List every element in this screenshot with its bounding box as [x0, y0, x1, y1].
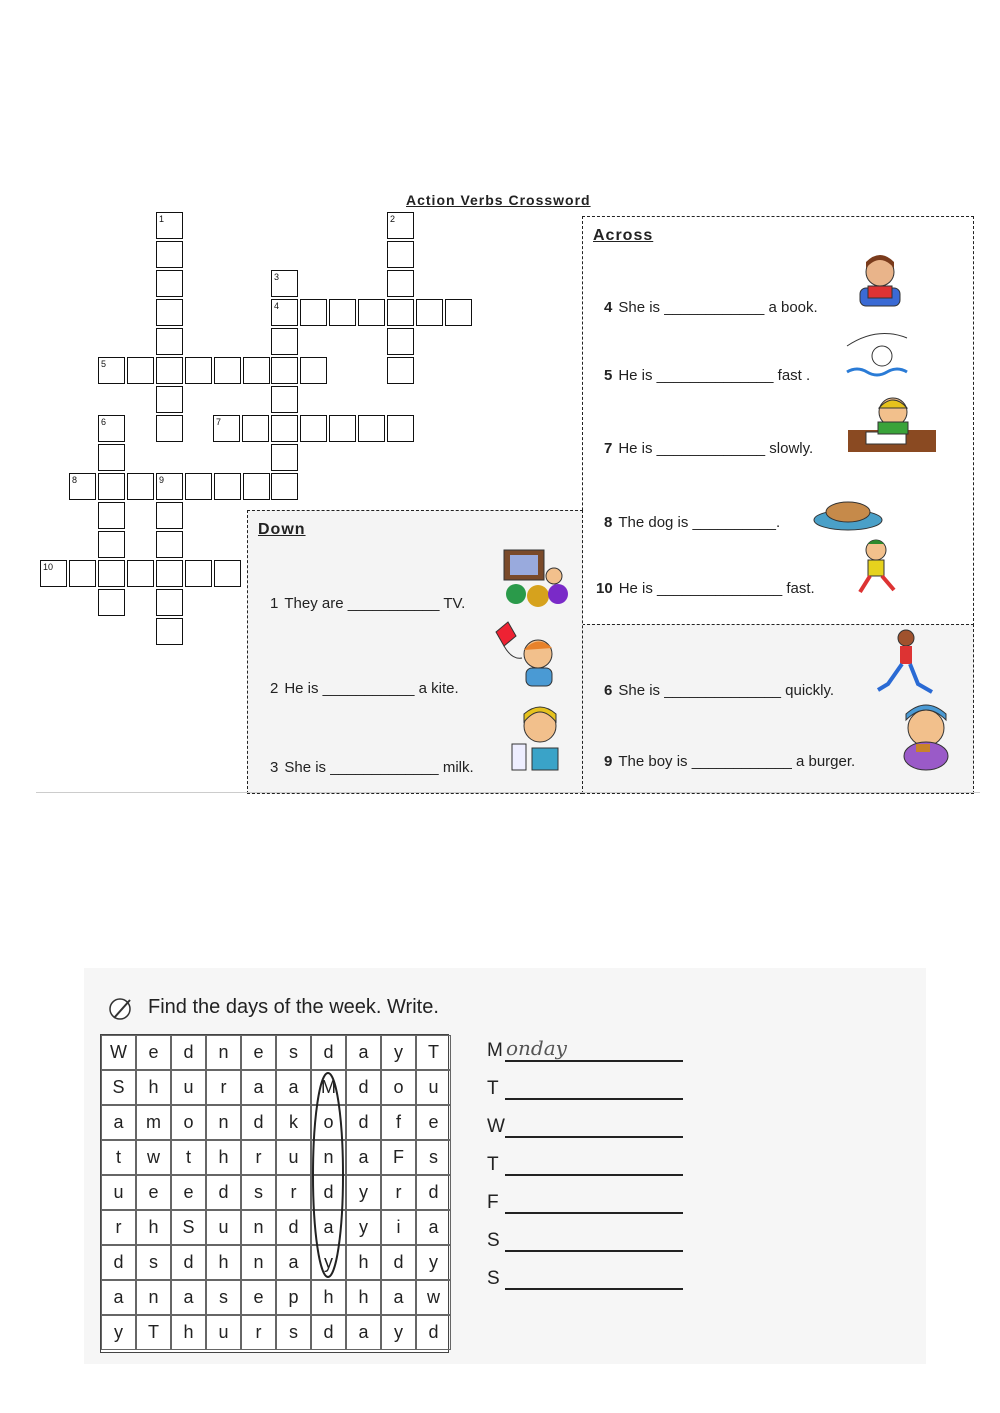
crossword-cell[interactable] — [156, 241, 183, 268]
wordsearch-cell[interactable]: d — [311, 1315, 346, 1350]
wordsearch-cell[interactable]: M — [311, 1070, 346, 1105]
wordsearch-cell[interactable]: h — [206, 1140, 241, 1175]
boy-flying-kite-icon — [488, 620, 568, 698]
wordsearch-cell[interactable]: u — [206, 1315, 241, 1350]
crossword-cell[interactable] — [98, 560, 125, 587]
wordsearch-cell[interactable]: a — [276, 1245, 311, 1280]
wordsearch-cell[interactable]: i — [381, 1210, 416, 1245]
crossword-cell[interactable] — [127, 357, 154, 384]
wordsearch-cell[interactable]: F — [381, 1140, 416, 1175]
crossword-cell[interactable] — [156, 299, 183, 326]
answer-initial: S — [487, 1230, 500, 1251]
wordsearch-cell[interactable]: d — [346, 1070, 381, 1105]
crossword-cell[interactable] — [243, 357, 270, 384]
wordsearch-cell[interactable]: a — [346, 1315, 381, 1350]
answer-line[interactable] — [505, 1250, 683, 1252]
wordsearch-cell[interactable]: h — [136, 1210, 171, 1245]
wordsearch-cell[interactable]: d — [311, 1175, 346, 1210]
answer-initial: S — [487, 1268, 500, 1289]
wordsearch-cell[interactable]: y — [416, 1245, 451, 1280]
wordsearch-cell[interactable]: u — [416, 1070, 451, 1105]
crossword-cell[interactable] — [387, 328, 414, 355]
crossword-cell[interactable] — [127, 473, 154, 500]
crossword-cell[interactable] — [329, 299, 356, 326]
wordsearch-cell[interactable]: u — [206, 1210, 241, 1245]
wordsearch-grid — [100, 1034, 449, 1353]
crossword-cell[interactable] — [156, 531, 183, 558]
sleeping-dog-icon — [810, 488, 886, 532]
wordsearch-cell[interactable]: y — [346, 1210, 381, 1245]
crossword-cell[interactable] — [98, 473, 125, 500]
crossword-cell[interactable] — [156, 560, 183, 587]
crossword-cell[interactable] — [69, 560, 96, 587]
wordsearch-cell[interactable]: T — [136, 1315, 171, 1350]
answer-initial: M — [487, 1040, 503, 1061]
crossword-number: 10 — [43, 562, 54, 572]
wordsearch-cell[interactable]: u — [101, 1175, 136, 1210]
answer-line[interactable] — [505, 1136, 683, 1138]
wordsearch-cell[interactable]: h — [171, 1315, 206, 1350]
crossword-number: 4 — [274, 301, 280, 311]
crossword-cell[interactable] — [300, 415, 327, 442]
crossword-cell[interactable] — [156, 618, 183, 645]
wordsearch-cell[interactable]: W — [101, 1035, 136, 1070]
crossword-cell[interactable] — [214, 560, 241, 587]
reading-girl-icon — [850, 252, 910, 312]
wordsearch-cell[interactable]: n — [206, 1105, 241, 1140]
crossword-cell[interactable] — [185, 560, 212, 587]
wordsearch-cell[interactable]: y — [381, 1035, 416, 1070]
wordsearch-cell[interactable]: d — [416, 1315, 451, 1350]
crossword-cell[interactable] — [271, 473, 298, 500]
wordsearch-cell[interactable]: d — [311, 1035, 346, 1070]
crossword-cell[interactable] — [242, 415, 269, 442]
clue-down-2: 2 He is ___________ a kite. — [270, 680, 459, 697]
crossword-cell[interactable] — [271, 444, 298, 471]
crossword-cell[interactable] — [98, 531, 125, 558]
wordsearch-cell[interactable]: t — [101, 1140, 136, 1175]
swimmer-icon — [842, 326, 912, 384]
wordsearch-cell[interactable]: h — [206, 1245, 241, 1280]
clue-across-5: 5 He is ______________ fast . — [604, 367, 811, 384]
wordsearch-cell[interactable]: e — [136, 1175, 171, 1210]
wordsearch-cell[interactable]: w — [136, 1140, 171, 1175]
wordsearch-cell[interactable]: e — [241, 1280, 276, 1315]
answer-initial: W — [487, 1116, 505, 1137]
wordsearch-cell[interactable]: S — [101, 1070, 136, 1105]
answer-line[interactable] — [505, 1060, 683, 1062]
crossword-number: 9 — [159, 475, 165, 485]
wordsearch-cell[interactable]: o — [171, 1105, 206, 1140]
crossword-cell[interactable] — [127, 560, 154, 587]
crossword-cell[interactable] — [329, 415, 356, 442]
clue-6: 6 She is ______________ quickly. — [604, 682, 835, 699]
wordsearch-cell[interactable]: s — [136, 1245, 171, 1280]
boy-eating-burger-icon — [894, 702, 958, 772]
clue-down-1: 1 They are ___________ TV. — [270, 595, 466, 612]
wordsearch-cell[interactable]: r — [381, 1175, 416, 1210]
wordsearch-cell[interactable]: d — [171, 1035, 206, 1070]
wordsearch-cell[interactable]: t — [171, 1140, 206, 1175]
wordsearch-cell[interactable]: e — [136, 1035, 171, 1070]
wordsearch-cell[interactable]: d — [206, 1175, 241, 1210]
family-watching-tv-icon — [498, 546, 574, 610]
wordsearch-cell[interactable]: y — [346, 1175, 381, 1210]
crossword-cell[interactable] — [387, 357, 414, 384]
wordsearch-cell[interactable]: n — [136, 1280, 171, 1315]
wordsearch-cell[interactable]: s — [416, 1140, 451, 1175]
wordsearch-cell[interactable]: d — [346, 1105, 381, 1140]
answer-line[interactable] — [505, 1174, 683, 1176]
answer-handwriting: onday — [506, 1036, 567, 1060]
wordsearch-cell[interactable]: m — [136, 1105, 171, 1140]
wordsearch-cell[interactable]: y — [311, 1245, 346, 1280]
wordsearch-cell[interactable]: S — [171, 1210, 206, 1245]
wordsearch-cell[interactable]: s — [276, 1035, 311, 1070]
wordsearch-cell[interactable]: o — [311, 1105, 346, 1140]
wordsearch-cell[interactable]: s — [276, 1315, 311, 1350]
wordsearch-cell[interactable]: d — [171, 1245, 206, 1280]
crossword-cell[interactable] — [416, 299, 443, 326]
wordsearch-cell[interactable]: T — [416, 1035, 451, 1070]
crossword-number: 2 — [390, 214, 396, 224]
section-divider — [36, 792, 980, 793]
crossword-cell[interactable] — [156, 328, 183, 355]
crossword-number: 6 — [101, 417, 107, 427]
clue-9: 9 The boy is ____________ a burger. — [604, 753, 856, 770]
crossword-cell[interactable] — [156, 502, 183, 529]
crossword-cell[interactable] — [358, 299, 385, 326]
answer-initial: T — [487, 1078, 499, 1099]
crossword-cell[interactable] — [445, 299, 472, 326]
wordsearch-cell[interactable]: e — [241, 1035, 276, 1070]
wordsearch-cell[interactable]: d — [381, 1245, 416, 1280]
crossword-cell[interactable] — [156, 270, 183, 297]
answer-line[interactable] — [505, 1288, 683, 1290]
clue-across-8: 8 The dog is __________. — [604, 514, 781, 531]
wordsearch-cell[interactable]: e — [171, 1175, 206, 1210]
crossword-cell[interactable] — [387, 270, 414, 297]
crossword-cell[interactable] — [271, 357, 298, 384]
crossword-cell[interactable] — [98, 589, 125, 616]
wordsearch-cell[interactable]: r — [241, 1140, 276, 1175]
crossword-cell[interactable] — [387, 241, 414, 268]
crossword-cell[interactable] — [214, 473, 241, 500]
wordsearch-cell[interactable]: a — [171, 1280, 206, 1315]
crossword-cell[interactable] — [185, 473, 212, 500]
wordsearch-cell[interactable]: r — [206, 1070, 241, 1105]
wordsearch-cell[interactable]: a — [416, 1210, 451, 1245]
crossword-number: 5 — [101, 359, 107, 369]
crossword-cell[interactable] — [243, 473, 270, 500]
wordsearch-cell[interactable]: a — [101, 1105, 136, 1140]
wordsearch-cell[interactable]: n — [206, 1035, 241, 1070]
wordsearch-cell[interactable]: d — [101, 1245, 136, 1280]
wordsearch-cell[interactable]: a — [241, 1070, 276, 1105]
crossword-cell[interactable] — [98, 444, 125, 471]
wordsearch-cell[interactable]: e — [416, 1105, 451, 1140]
wordsearch-cell[interactable]: y — [381, 1315, 416, 1350]
wordsearch-cell[interactable]: n — [241, 1245, 276, 1280]
crossword-cell[interactable] — [300, 357, 327, 384]
wordsearch-cell[interactable]: a — [381, 1280, 416, 1315]
crossword-cell[interactable] — [98, 502, 125, 529]
crossword-number: 1 — [159, 214, 165, 224]
wordsearch-cell[interactable]: a — [276, 1070, 311, 1105]
monday-circle — [308, 1068, 348, 1282]
crossword-cell[interactable] — [358, 415, 385, 442]
answer-line[interactable] — [505, 1212, 683, 1214]
wordsearch-cell[interactable]: a — [311, 1210, 346, 1245]
girl-drinking-milk-icon — [504, 704, 568, 776]
crossword-number: 7 — [216, 417, 222, 427]
wordsearch-cell[interactable]: h — [136, 1070, 171, 1105]
wordsearch-cell[interactable]: d — [416, 1175, 451, 1210]
wordsearch-cell[interactable]: y — [101, 1315, 136, 1350]
wordsearch-cell[interactable]: n — [241, 1210, 276, 1245]
wordsearch-cell[interactable]: d — [276, 1210, 311, 1245]
crossword-number: 3 — [274, 272, 280, 282]
clue-down-3: 3 She is _____________ milk. — [270, 759, 474, 776]
wordsearch-cell[interactable]: r — [241, 1315, 276, 1350]
crossword-title: Action Verbs Crossword — [406, 192, 591, 208]
down-heading: Down — [258, 521, 306, 538]
wordsearch-cell[interactable]: s — [206, 1280, 241, 1315]
crossword-cell[interactable] — [156, 357, 183, 384]
wordsearch-cell[interactable]: p — [276, 1280, 311, 1315]
pencil-icon — [104, 994, 140, 1024]
crossword-cell[interactable] — [156, 386, 183, 413]
crossword-cell[interactable] — [185, 357, 212, 384]
writing-boy-icon — [848, 392, 938, 456]
wordsearch-cell[interactable]: a — [346, 1140, 381, 1175]
wordsearch-cell[interactable]: o — [381, 1070, 416, 1105]
crossword-cell[interactable] — [271, 328, 298, 355]
clue-across-10: 10 He is _______________ fast. — [596, 580, 815, 597]
answer-initial: F — [487, 1192, 499, 1213]
wordsearch-cell[interactable]: s — [241, 1175, 276, 1210]
crossword-cell[interactable] — [271, 415, 298, 442]
running-boy-icon — [846, 538, 906, 596]
wordsearch-cell[interactable]: h — [346, 1245, 381, 1280]
wordsearch-cell[interactable]: h — [346, 1280, 381, 1315]
wordsearch-cell[interactable]: r — [101, 1210, 136, 1245]
wordsearch-cell[interactable]: d — [241, 1105, 276, 1140]
wordsearch-cell[interactable]: r — [276, 1175, 311, 1210]
across-heading: Across — [593, 227, 654, 244]
wordsearch-cell[interactable]: u — [276, 1140, 311, 1175]
wordsearch-cell[interactable]: h — [311, 1280, 346, 1315]
clue-across-4: 4 She is ____________ a book. — [604, 299, 818, 316]
wordsearch-title: Find the days of the week. Write. — [148, 996, 439, 1018]
wordsearch-cell[interactable]: w — [416, 1280, 451, 1315]
wordsearch-cell[interactable]: a — [346, 1035, 381, 1070]
crossword-cell[interactable] — [214, 357, 241, 384]
wordsearch-cell[interactable]: f — [381, 1105, 416, 1140]
crossword-cell[interactable] — [156, 589, 183, 616]
clue-across-7: 7 He is _____________ slowly. — [604, 440, 814, 457]
crossword-cell[interactable] — [300, 299, 327, 326]
crossword-cell[interactable] — [387, 415, 414, 442]
crossword-cell[interactable] — [271, 386, 298, 413]
wordsearch-cell[interactable]: k — [276, 1105, 311, 1140]
answer-line[interactable] — [505, 1098, 683, 1100]
wordsearch-cell[interactable]: a — [101, 1280, 136, 1315]
crossword-number: 8 — [72, 475, 78, 485]
answer-initial: T — [487, 1154, 499, 1175]
wordsearch-cell[interactable]: u — [171, 1070, 206, 1105]
wordsearch-cell[interactable]: n — [311, 1140, 346, 1175]
crossword-cell[interactable] — [387, 299, 414, 326]
running-girl-icon — [872, 628, 936, 698]
crossword-cell[interactable] — [156, 415, 183, 442]
